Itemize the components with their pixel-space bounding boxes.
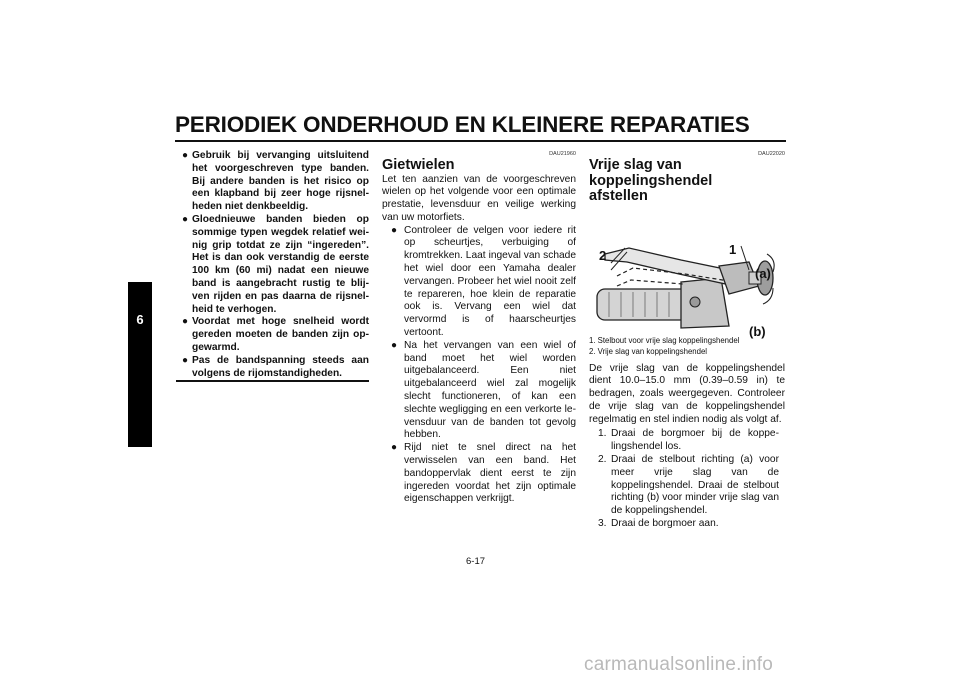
clutch-lever-illustration bbox=[589, 216, 785, 339]
list-item: ● Controleer de velgen voor iedere rit op scheurtjes, verbuiging of kromtrekken. Laat ingeval van schade het wiel door een Yamaha dealer vervangen. Probeer het wiel nooit zelf te repareren, hoe klein de reparatie ook is. Vervang een wiel dat vervormd is of haarscheurtjes vertoont. bbox=[391, 224, 576, 339]
section-heading: Gietwielen bbox=[382, 157, 455, 173]
figure-label-1: 1 bbox=[729, 241, 737, 257]
list-item: ● Voordat met hoge snelheid wordt gereden moeten de banden zijn opgewarmd. bbox=[182, 316, 369, 353]
bullet-icon: ● bbox=[391, 339, 398, 351]
section-heading: Vrije slag van koppelingshendel afstellen bbox=[589, 157, 713, 204]
caption-line: 1. Stelbout voor vrije slag koppelingshendel bbox=[589, 335, 740, 345]
bullet-icon: ● bbox=[391, 224, 398, 236]
bullet-icon: ● bbox=[182, 316, 189, 328]
adjustment-steps bbox=[589, 428, 785, 530]
warning-end-rule bbox=[176, 380, 369, 382]
section-code: DAU22020 bbox=[758, 151, 785, 157]
section-body: De vrije slag van de koppelingshendel dient 10.0–15.0 mm (0.39–0.59 in) te bedragen, zoals weergegeven. Controleer de vrije slag van de koppelingshendel regelmatig en stel indien nodig als volgt af. bbox=[589, 362, 785, 425]
clutch-freeplay-section bbox=[589, 151, 785, 531]
list-item: ● Rijd niet te snel direct na het verwisselen van een band. Het bandoppervlak dient eerst te zijn ingereden voordat het zijn optimale eigenschappen verkrijgt. bbox=[391, 442, 576, 505]
step-item: 1. Draai de borgmoer bij de koppelingshendel los. bbox=[598, 428, 779, 453]
title-rule bbox=[175, 140, 786, 142]
caption-line: 2. Vrije slag van koppelingshendel bbox=[589, 347, 708, 356]
list-item: ● Gebruik bij vervanging uitsluitend het voorgeschreven type banden. Bij andere banden is het risico op een klapband bij zeer hoge rijsnelheden niet denkbeeldig. bbox=[182, 150, 369, 213]
bullet-icon: ● bbox=[182, 150, 189, 161]
list-item: ● Na het vervangen van een wiel of band moet het wiel worden uitgebalanceerd. Een niet uitgebalanceerd wiel zal mogelijk slecht functioneren, of kan een slechte wegligging en een verkorte levensduur van de banden tot gevolg hebben. bbox=[391, 339, 576, 441]
wheel-check-list bbox=[382, 225, 576, 507]
watermark: carmanualsonline.info bbox=[584, 654, 774, 675]
section-intro: Let ten aanzien van de voorgeschreven wielen op het volgende voor een optimale prestatie, levensduur en veilige werking van uw motorfiets. bbox=[382, 173, 576, 223]
section-tab: 6 bbox=[128, 282, 152, 447]
bullet-icon: ● bbox=[182, 354, 189, 366]
list-item: ● Gloednieuwe banden bieden op sommige typen wegdek relatief weinig grip totdat ze zijn “ingereden”. Het is dan ook verstandig de eerste 100 km (60 mi) nadat een nieuwe band is aangebracht rustig te blijven rijden en pas daarna de rijsnelheid te verhogen. bbox=[182, 213, 369, 315]
bullet-icon: ● bbox=[391, 442, 398, 454]
tire-warning-list bbox=[176, 150, 369, 380]
figure-label-a: (a) bbox=[755, 265, 771, 281]
list-item: ● Pas de bandspanning steeds aan volgens de rijomstandigheden. bbox=[182, 354, 369, 379]
section-code: DAU21960 bbox=[549, 151, 576, 157]
figure-label-b: (b) bbox=[749, 323, 766, 339]
page-title: PERIODIEK ONDERHOUD EN KLEINERE REPARATIES bbox=[175, 112, 750, 137]
cast-wheels-section bbox=[382, 151, 576, 506]
tire-warning-column bbox=[176, 150, 369, 380]
step-item: 2. Draai de stelbout richting (a) voor meer vrije slag van de koppelingshendel. Draai de stelbout richting (b) voor minder vrije slag van de koppelingshendel. bbox=[598, 454, 779, 517]
page-number: 6-17 bbox=[466, 556, 486, 567]
step-item: 3. Draai de borgmoer aan. bbox=[598, 518, 719, 530]
figure-label-2: 2 bbox=[599, 247, 607, 263]
bullet-icon: ● bbox=[182, 213, 189, 225]
